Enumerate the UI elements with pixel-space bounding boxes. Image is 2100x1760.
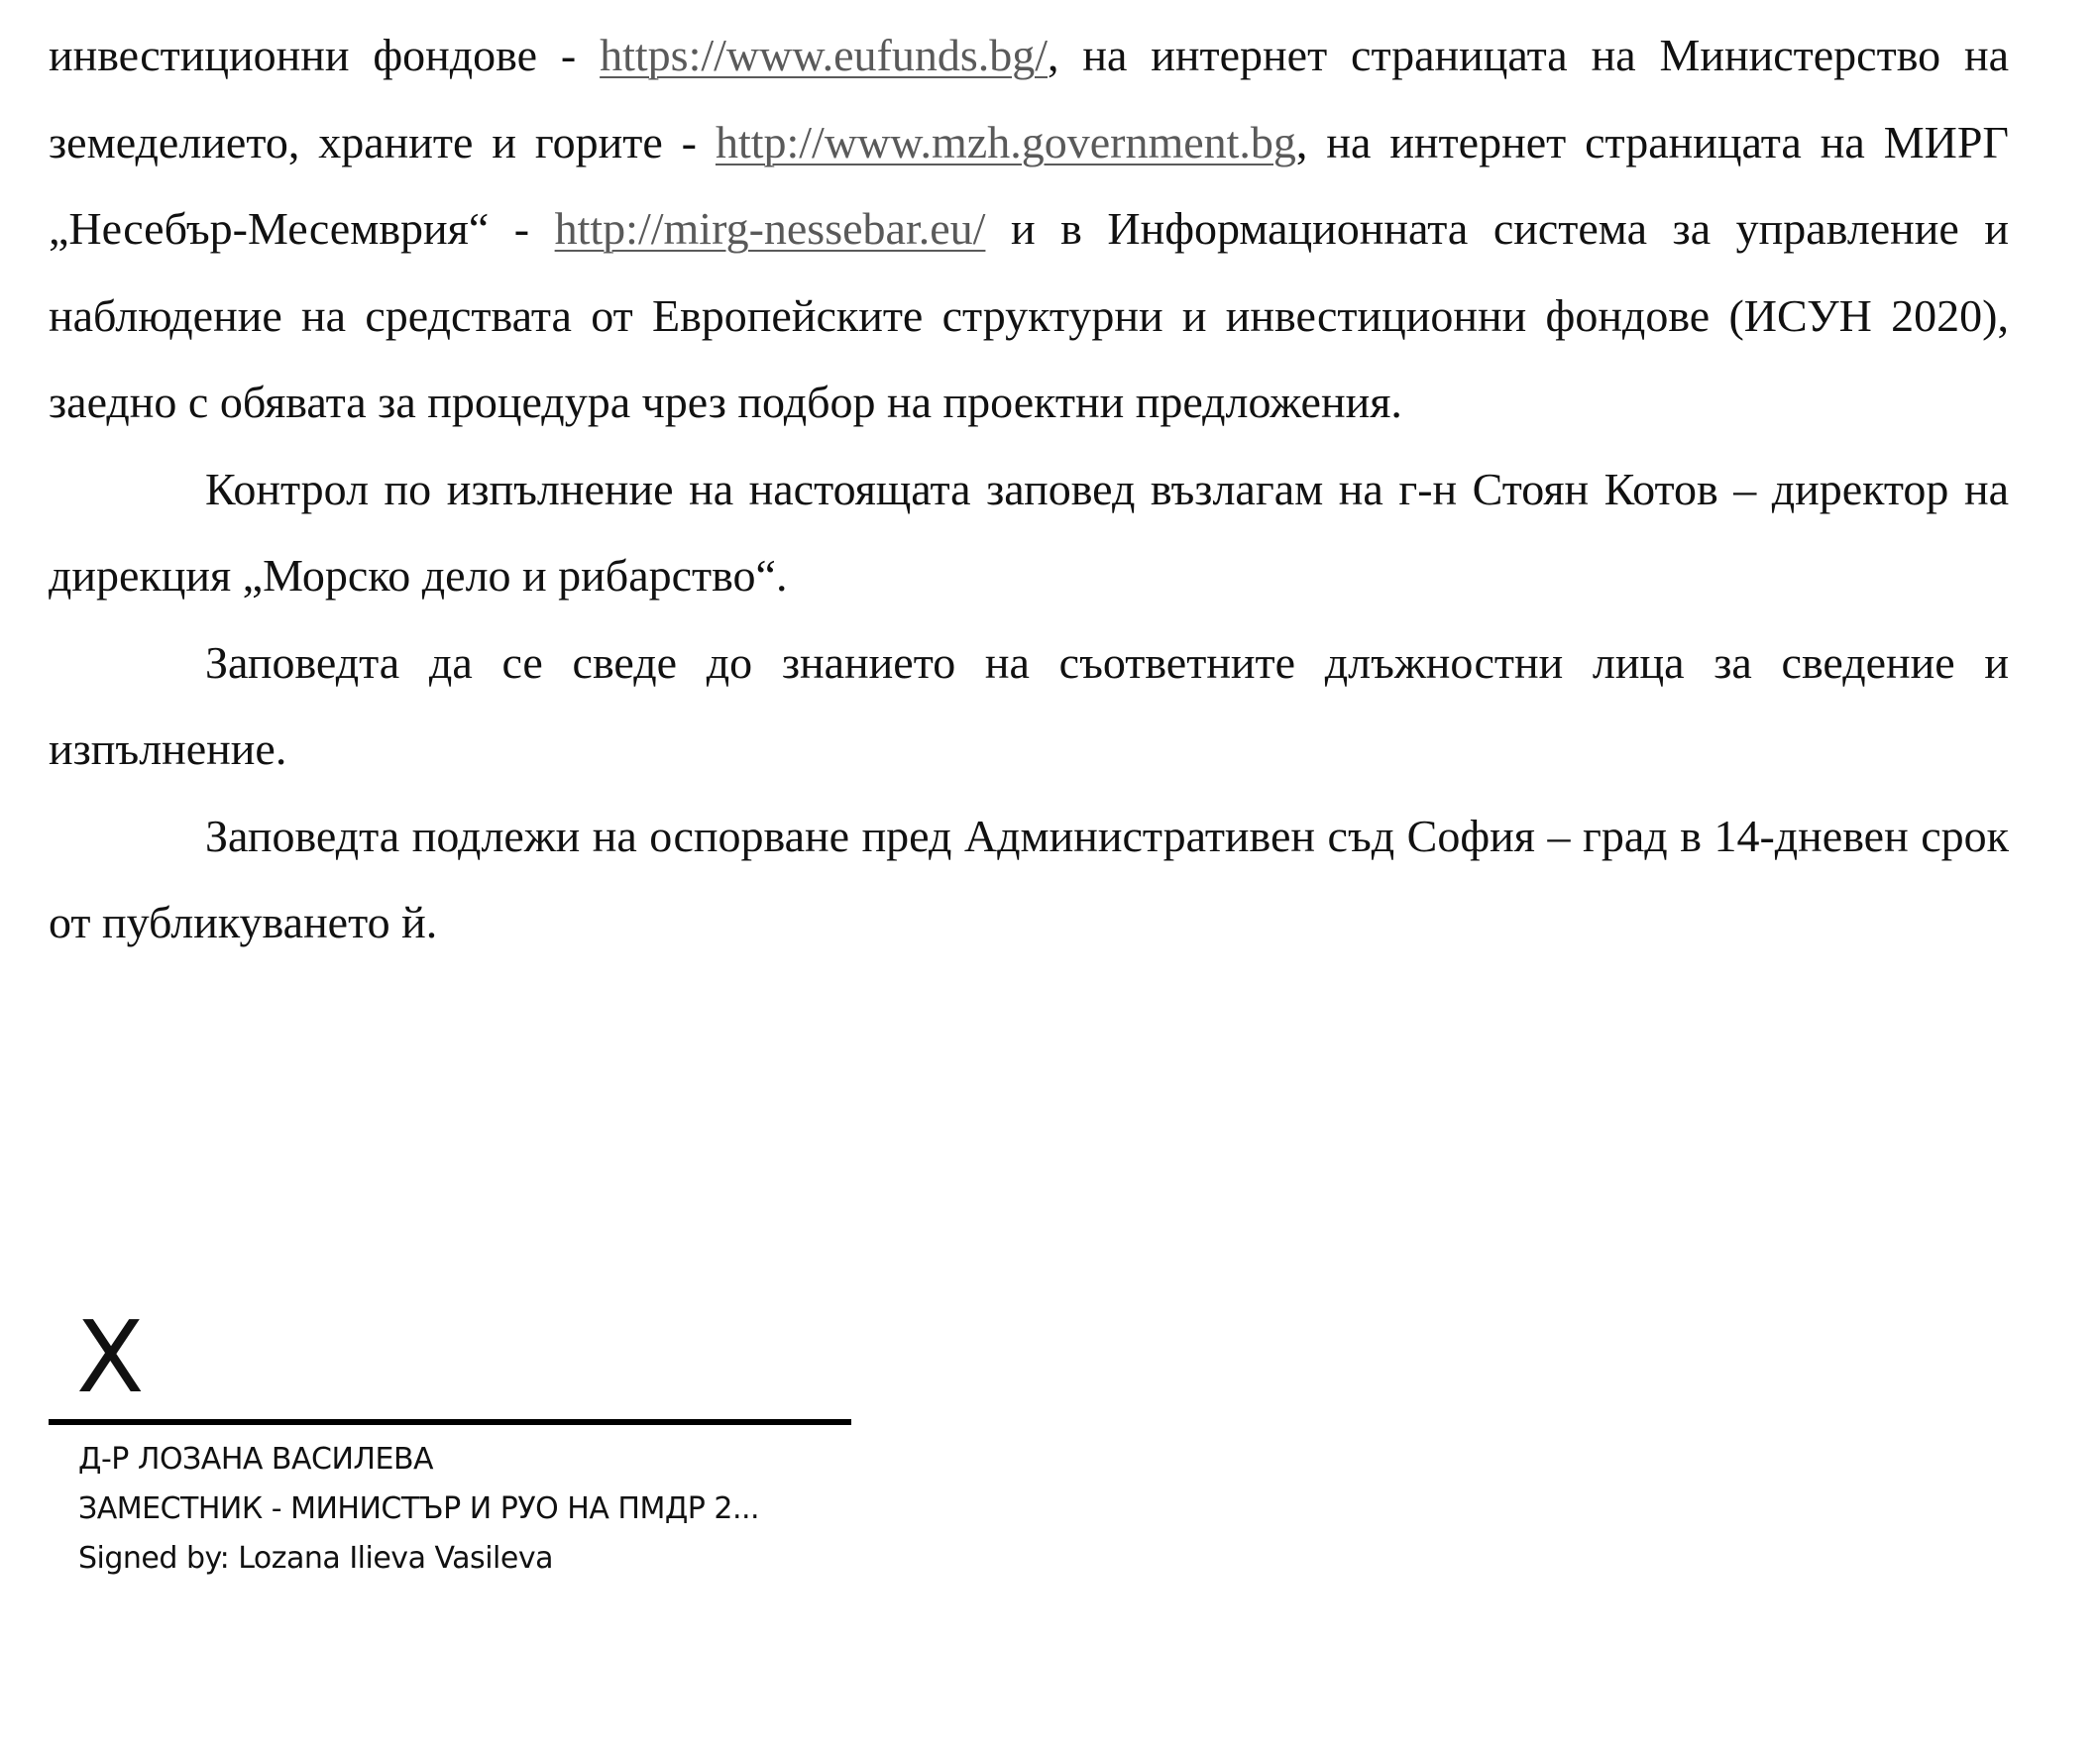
signer-name: Д-Р ЛОЗАНА ВАСИЛЕВА [78,1442,434,1477]
paragraph-control: Контрол по изпълнение на настоящата заповед възлагам на г-н Стоян Котов – директор на дирекция „Морско дело и рибарство“. [49,463,2009,601]
signer-details [49,1425,851,1584]
paragraph-text: , на интернет страницата на Министерство на земеделието, храните и горите - [49,30,2010,167]
eufunds-link[interactable]: https://www.eufunds.bg/ [600,30,1049,80]
signer-position: ЗАМЕСТНИК - МИНИСТЪР И РУО НА ПМДР 2... [78,1491,760,1526]
signature-mark: X [76,1299,145,1415]
mirg-link[interactable]: http://mirg-nessebar.eu/ [554,203,986,254]
digital-signature-block [49,1299,851,1584]
paragraph-notification: Заповедта да се сведе до знанието на съответните длъжностни лица за сведение и изпълнение. [49,636,2009,774]
paragraph-text: , на интернет страницата на МИРГ „Несебър-Месемврия“ - [49,116,2009,254]
document-body [49,12,2009,966]
paragraph-appeal: Заповедта подлежи на оспорване пред Административен съд София – град в 14-дневен срок от публикуването й. [49,810,2009,947]
paragraph-text: и в Информационната система за управление и наблюдение на средствата от Европейските структурни и инвестиционни фондове (ИСУН 2020), заедно с обявата за процедура чрез подбор на проектни предложения. [49,203,2009,427]
mzh-link[interactable]: http://www.mzh.government.bg [715,116,1296,167]
paragraph-text: инвестиционни фондове - [49,30,601,80]
paragraph-publication [49,12,2009,446]
signed-by-text: Signed by: Lozana Ilieva Vasileva [78,1541,553,1576]
